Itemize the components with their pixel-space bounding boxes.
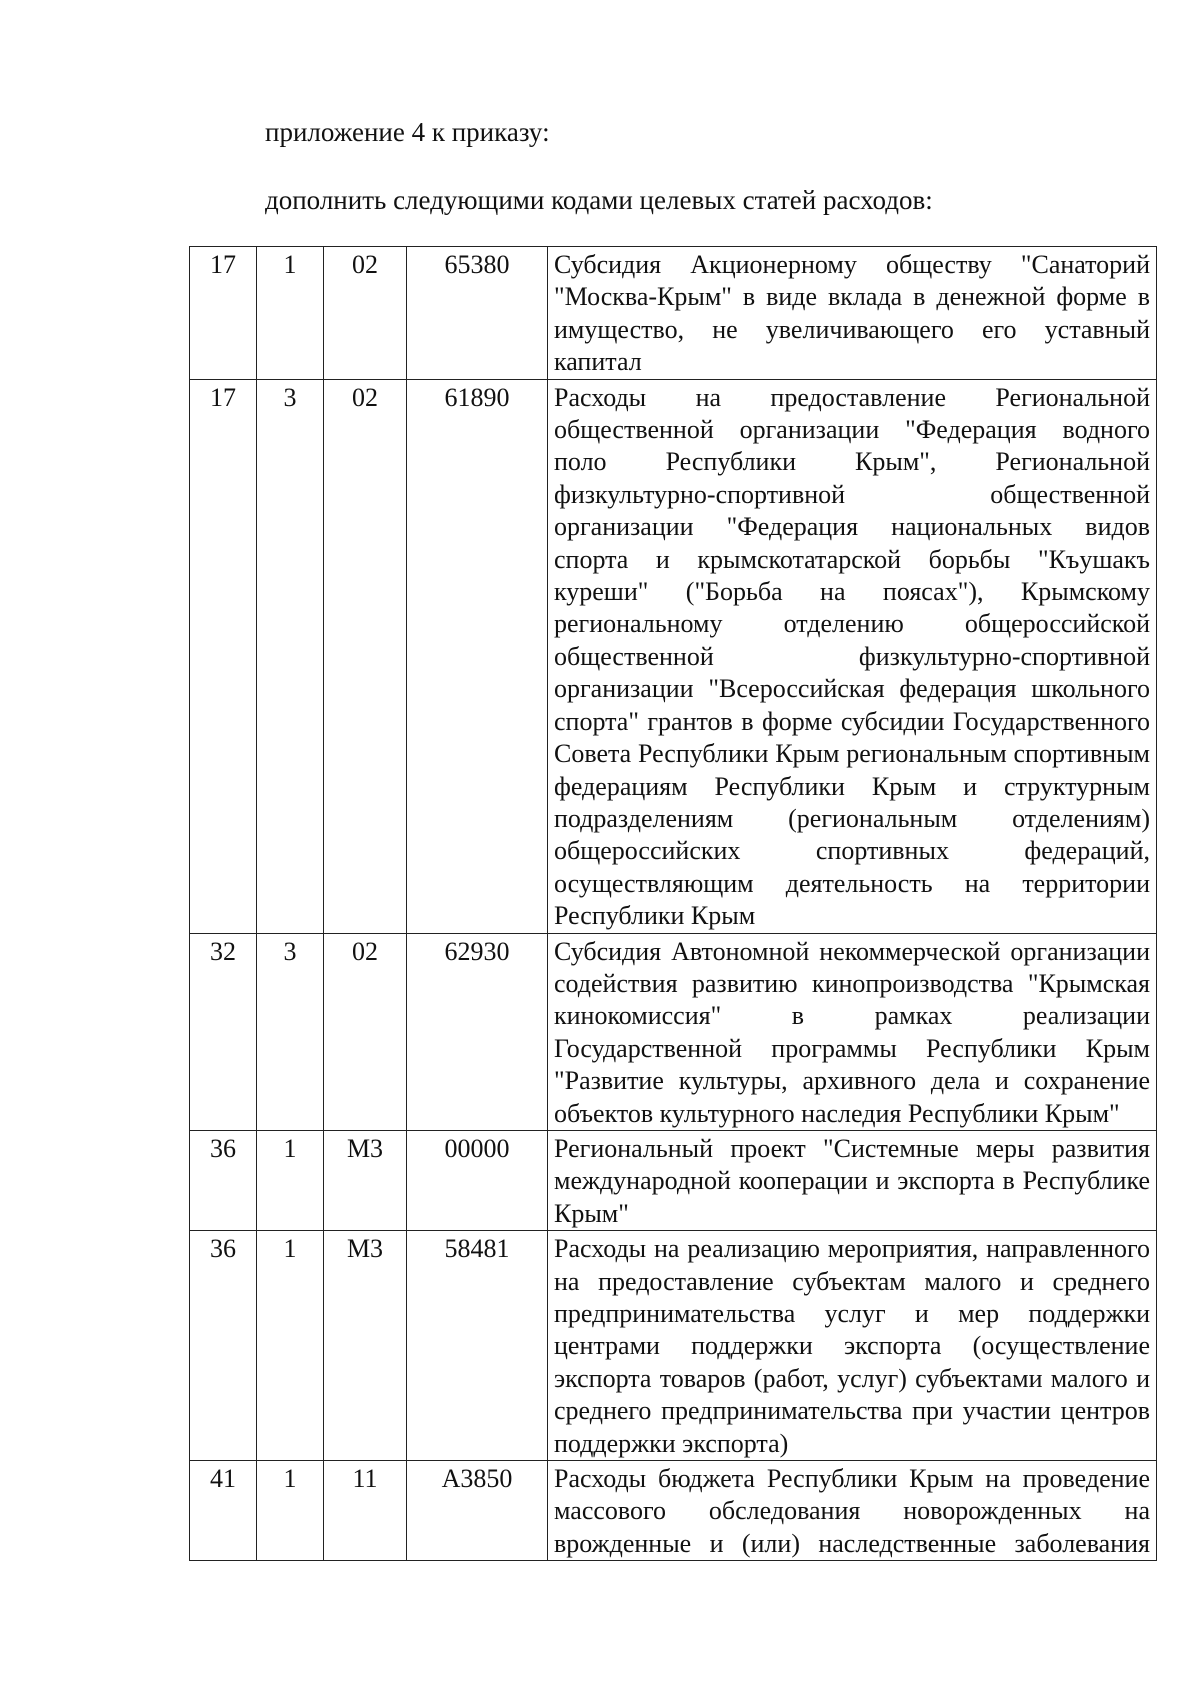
code-part-2: 1 (257, 1130, 324, 1230)
table-row (190, 247, 1157, 380)
code-part-4: 61890 (407, 379, 548, 933)
expense-description: Региональный проект "Системные меры развития международной кооперации и экспорта в Республике Крым" (548, 1130, 1157, 1230)
code-part-3: М3 (324, 1231, 407, 1461)
code-part-4: 65380 (407, 247, 548, 380)
table-row (190, 1461, 1157, 1561)
table-row (190, 1130, 1157, 1230)
code-part-1: 32 (190, 933, 257, 1130)
expense-description: Субсидия Автономной некоммерческой организации содействия развитию кинопроизводства "Крымская кинокомиссия" в рамках реализации Государственной программы Республики Крым "Развитие культуры, архивного дела и сохранение объектов культурного наследия Республики Крым" (548, 933, 1157, 1130)
code-part-3: 02 (324, 379, 407, 933)
code-part-4: 62930 (407, 933, 548, 1130)
code-part-2: 1 (257, 1461, 324, 1561)
appendix-heading: приложение 4 к приказу: (265, 117, 550, 147)
code-part-4: 00000 (407, 1130, 548, 1230)
expense-description: Расходы бюджета Республики Крым на проведение массового обследования новорожденных на врожденные и (или) наследственные заболевания (548, 1461, 1157, 1561)
code-part-2: 1 (257, 1231, 324, 1461)
table-row (190, 379, 1157, 933)
code-part-3: М3 (324, 1130, 407, 1230)
target-expense-codes-table (189, 246, 1157, 1561)
code-part-4: 58481 (407, 1231, 548, 1461)
table-row (190, 933, 1157, 1130)
code-part-3: 02 (324, 247, 407, 380)
code-part-4: А3850 (407, 1461, 548, 1561)
instruction-heading: дополнить следующими кодами целевых статей расходов: (265, 185, 933, 215)
code-part-1: 36 (190, 1130, 257, 1230)
code-part-2: 1 (257, 247, 324, 380)
code-part-3: 11 (324, 1461, 407, 1561)
expense-description: Субсидия Акционерному обществу "Санаторий "Москва-Крым" в виде вклада в денежной форме в имущество, не увеличивающего его уставный капитал (548, 247, 1157, 380)
code-part-1: 17 (190, 379, 257, 933)
expense-description: Расходы на предоставление Региональной общественной организации "Федерация водного поло Республики Крым", Региональной физкультурно-спортивной общественной организации "Федерация национальных видов спорта и крымскотатарской борьбы "Къушакъ куреши" ("Борьба на поясах"), Крымскому региональному отделению общероссийской общественной физкультурно-спортивной организации "Всероссийская федерация школьного спорта" грантов в форме субсидии Государственного Совета Республики Крым региональным спортивным федерациям Республики Крым и структурным подразделениям (региональным отделениям) общероссийских спортивных федераций, осуществляющим деятельность на территории Республики Крым (548, 379, 1157, 933)
expense-description: Расходы на реализацию мероприятия, направленного на предоставление субъектам малого и среднего предпринимательства услуг и мер поддержки центрами поддержки экспорта (осуществление экспорта товаров (работ, услуг) субъектами малого и среднего предпринимательства при участии центров поддержки экспорта) (548, 1231, 1157, 1461)
table-row (190, 1231, 1157, 1461)
code-part-2: 3 (257, 933, 324, 1130)
code-part-1: 36 (190, 1231, 257, 1461)
code-part-1: 17 (190, 247, 257, 380)
code-part-2: 3 (257, 379, 324, 933)
code-part-3: 02 (324, 933, 407, 1130)
code-part-1: 41 (190, 1461, 257, 1561)
